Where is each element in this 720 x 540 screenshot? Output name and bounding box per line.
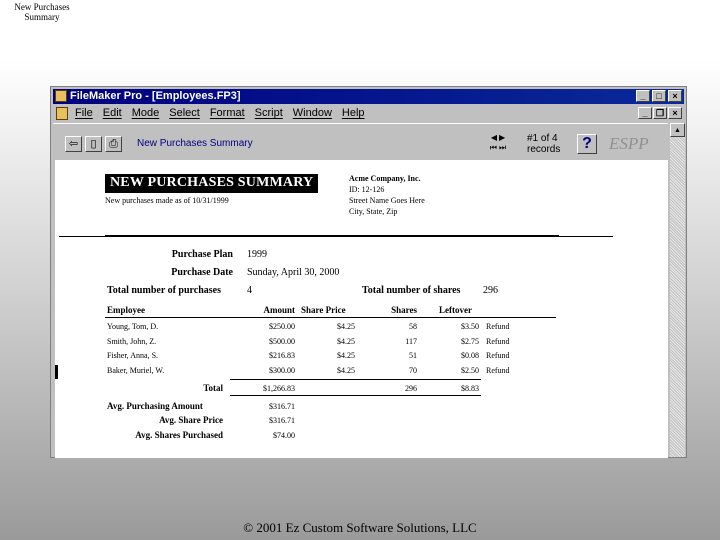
page-icon[interactable]: ▯ [85, 136, 102, 152]
help-icon[interactable]: ? [577, 134, 597, 154]
toolbar [53, 123, 668, 157]
row-amount: $500.00 [269, 336, 295, 346]
total-label: Total [203, 383, 223, 393]
row-amount: $250.00 [269, 322, 295, 331]
row-shares: 51 [409, 351, 417, 360]
company-street: Street Name Goes Here [349, 196, 425, 205]
total-shares-value: 296 [483, 285, 498, 296]
window-title: FileMaker Pro - [Employees.FP3] [70, 90, 241, 102]
header-divider-thin [59, 236, 613, 237]
menu-format[interactable]: Format [209, 107, 245, 119]
espp-logo: ESPP [609, 134, 649, 153]
record-counter [527, 133, 560, 155]
avg-shares-label: Avg. Shares Purchased [135, 430, 223, 440]
total-shares-label: Total number of shares [362, 285, 461, 296]
purchase-plan-value: 1999 [247, 249, 267, 260]
row-employee: Fisher, Anna, S. [107, 351, 159, 360]
col-leftover: Leftover [439, 305, 472, 315]
column-header-rule [105, 317, 556, 318]
total-leftover: $8.83 [461, 384, 479, 393]
row-price: $4.25 [337, 365, 355, 375]
scroll-up-icon[interactable]: ▲ [670, 123, 685, 137]
total-purchases-label: Total number of purchases [107, 285, 222, 296]
row-employee: Smith, John, Z. [107, 336, 157, 346]
row-shares: 70 [409, 365, 417, 375]
avg-price-value: $316.71 [269, 416, 295, 425]
avg-amount-value: $316.71 [269, 402, 295, 411]
menu-mode[interactable]: Mode [131, 107, 160, 119]
row-employee: Baker, Muriel, W. [107, 365, 165, 375]
menu-script[interactable]: Script [254, 107, 283, 119]
purchase-date-value: Sunday, April 30, 2000 [247, 267, 340, 278]
row-note: Refund [486, 351, 510, 360]
doc-restore-icon[interactable]: ❐ [653, 107, 667, 119]
report-subheader: New purchases made as of 10/31/1999 [105, 196, 229, 205]
row-price: $4.25 [337, 336, 355, 346]
row-employee: Young, Tom, D. [107, 322, 159, 331]
record-count: #1 of 4 [527, 133, 558, 144]
menu-file[interactable]: File [75, 107, 93, 119]
menu-bar [53, 105, 684, 122]
copyright-footer: © 2001 Ez Custom Software Solutions, LLC [243, 520, 477, 535]
back-arrow-icon[interactable]: ⇦ [65, 136, 82, 152]
menu-window[interactable]: Window [292, 107, 332, 119]
row-shares: 58 [409, 322, 417, 331]
print-icon[interactable]: ⎙ [105, 136, 122, 152]
title-bar [53, 89, 684, 104]
company-id: ID: 12-126 [349, 185, 385, 194]
row-price: $4.25 [337, 351, 355, 360]
doc-minimize-icon[interactable]: _ [638, 107, 652, 119]
total-rule-bottom [230, 395, 481, 396]
col-shares: Shares [391, 305, 417, 315]
col-amount: Amount [263, 305, 295, 315]
company-name: Acme Company, Inc. [349, 174, 421, 183]
row-leftover: $2.50 [461, 365, 479, 375]
row-note: Refund [486, 336, 510, 346]
doc-close-icon[interactable]: × [668, 107, 682, 119]
col-employee: Employee [107, 305, 145, 315]
row-leftover: $2.75 [461, 336, 479, 346]
report-page [55, 160, 668, 458]
total-purchases-value: 4 [247, 285, 252, 296]
filemaker-window [50, 86, 687, 458]
row-note: Refund [486, 322, 510, 331]
menu-edit[interactable]: Edit [102, 107, 122, 119]
purchase-plan-label: Purchase Plan [171, 249, 233, 260]
col-share-price: Share Price [301, 305, 346, 315]
filemaker-app-icon [55, 90, 67, 102]
document-icon[interactable] [56, 107, 68, 120]
total-rule-top [230, 379, 481, 380]
record-label: records [527, 144, 561, 155]
menu-help[interactable]: Help [341, 107, 365, 119]
row-note: Refund [486, 365, 510, 375]
row-amount: $216.83 [269, 351, 295, 360]
close-icon[interactable]: × [668, 90, 682, 102]
record-nav-icon[interactable]: ◀ ▶ ⏮ ⏭ [489, 133, 507, 152]
maximize-icon[interactable]: □ [652, 90, 666, 102]
row-leftover: $0.08 [461, 351, 479, 360]
row-leftover: $3.50 [461, 322, 479, 331]
company-block [349, 173, 425, 217]
company-city: City, State, Zip [349, 207, 398, 216]
minimize-icon[interactable]: _ [636, 90, 650, 102]
row-amount: $300.00 [269, 365, 295, 375]
row-price: $4.25 [337, 322, 355, 331]
total-shares: 296 [405, 384, 417, 393]
menu-select[interactable]: Select [169, 107, 200, 119]
record-marker [55, 365, 58, 379]
avg-amount-label: Avg. Purchasing Amount [107, 401, 203, 411]
purchase-date-label: Purchase Date [171, 267, 233, 278]
avg-shares-value: $74.00 [273, 431, 295, 440]
report-header: NEW PURCHASES SUMMARY [105, 174, 318, 193]
layout-name: New Purchases Summary [137, 138, 253, 149]
avg-price-label: Avg. Share Price [159, 415, 223, 425]
vertical-scrollbar[interactable] [670, 123, 685, 457]
slide-title: New Purchases Summary [14, 2, 70, 22]
row-shares: 117 [405, 336, 417, 346]
total-amount: $1,266.83 [263, 384, 295, 393]
